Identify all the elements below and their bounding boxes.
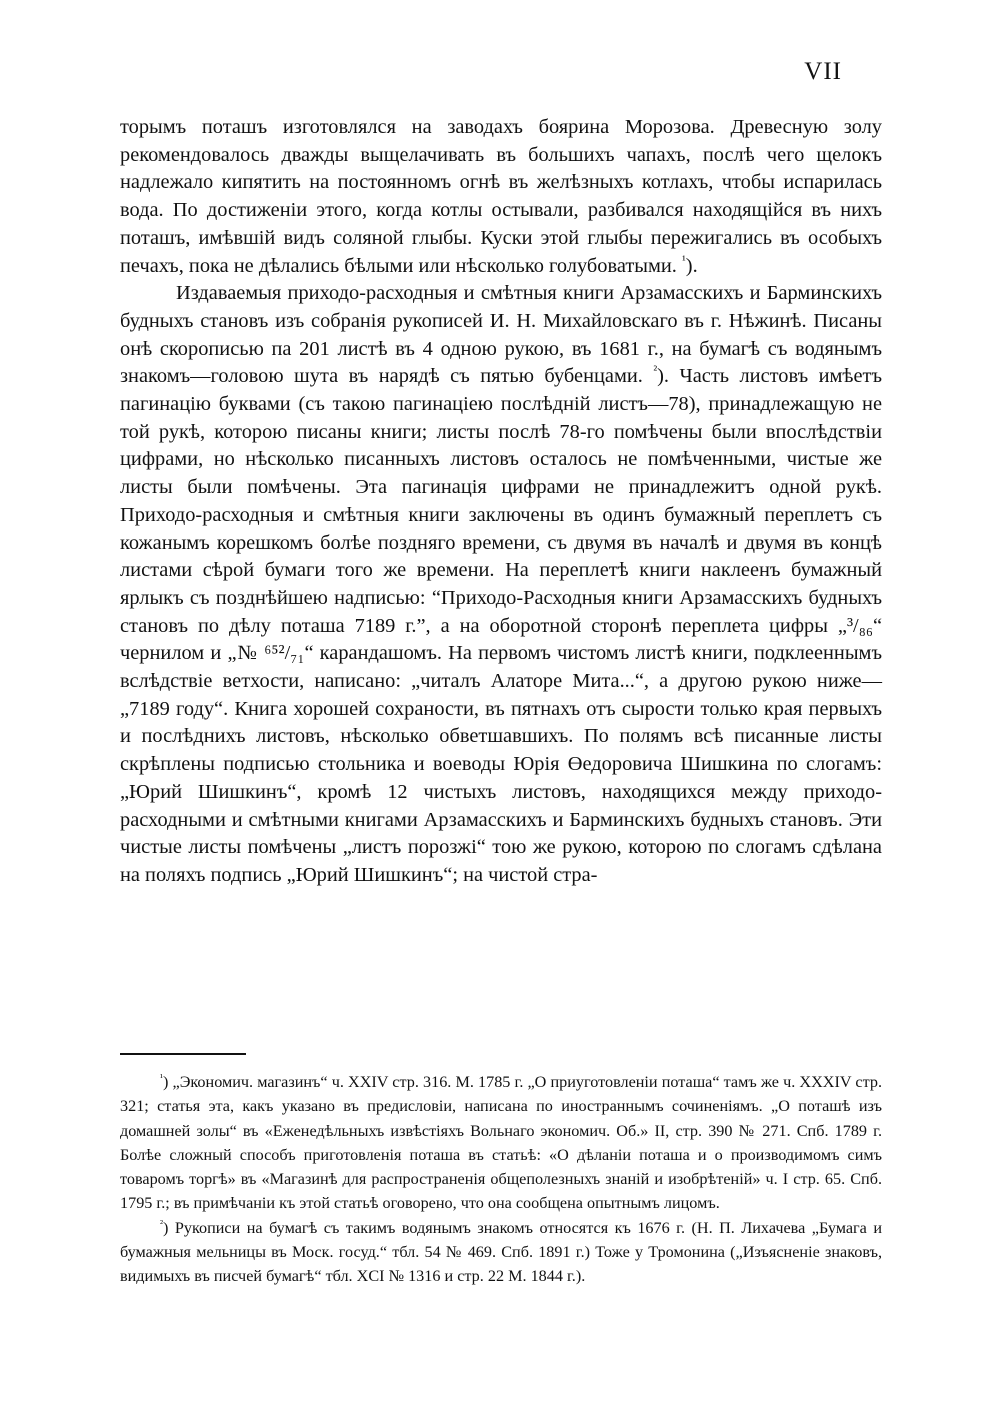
footnote [120, 1070, 882, 1216]
footnote-divider [120, 1053, 246, 1055]
footnote-reference: ¹ [682, 252, 686, 267]
body-paragraph [120, 114, 882, 280]
fraction: ³/₈₆ [846, 614, 873, 637]
paragraph-text: Издаваемыя приходо-расходныя и смѣтныя книги Арзамасскихъ и Барминскихъ будныхъ становъ изъ собранія рукописей И. Н. Михайловскаго въ г. Нѣжинѣ. Писаны онѣ скорописью па 201 листѣ въ 4 одною рукою, въ 1681 г., на бумагѣ съ водянымъ знакомъ—головою шута въ нарядѣ съ пятью бубенцами. [120, 282, 882, 388]
footnote-text: ) „Экономич. магазинъ“ ч. XXIV стр. 316. М. 1785 г. „О приуготовленіи поташа“ тамъ же ч. XXXIV стр. 321; статья эта, какъ указано въ предисловіи, написана по иностраннымъ сочиненіямъ. „О поташѣ изъ домашней золы“ въ «Еженедѣльныхъ извѣстіяхъ Вольнаго экономич. Об.» II, стр. 390 № 271. Спб. 1789 г. Болѣе сложный способъ приготовленія поташа въ статьѣ: «О дѣланіи поташа и о производимомъ симъ товаромъ торгѣ» въ «Магазинѣ для распространенія общеполезныхъ знаній и изобрѣтеній» ч. I стр. 65. Спб. 1795 г.; въ примѣчаніи къ этой статьѣ оговорено, что она сообщена опытнымъ лицомъ. [120, 1073, 882, 1213]
page-number: VII [804, 58, 842, 85]
paragraph-text-tail: ). [685, 254, 698, 277]
paragraph-text: “ чернилом и „№ [120, 614, 882, 665]
paragraph-text: “ карандашомъ. На первомъ чистомъ листѣ книги, подклееннымъ вслѣдствіе ветхости, написано: „читалъ Алаторе Мита...“, а другою рукою ниже—„7189 году“. Книга хорошей сохраности, въ пятнахъ отъ сырости только края первыхъ и послѣднихъ листовъ, нѣсколько обветшавшихъ. По полямъ всѣ писанные листы скрѣплены подписью стольника и воеводы Юрія Өедоровича Шишкина по слогамъ: „Юрий Шишкинъ“, кромѣ 12 чистыхъ листовъ, находящихся между приходо-расходными и смѣтными книгами Арзамасскихъ и Барминскихъ будныхъ становъ. Эти чистые листы помѣчены „листъ порозжі“ тою же рукою, которою по слогамъ сдѣлана на поляхъ подпись „Юрий Шишкинъ“; на чистой стра- [120, 642, 882, 886]
footnotes [120, 1070, 882, 1289]
fraction: ⁶⁵²/₇₁ [264, 642, 305, 665]
footnote-reference: ² [653, 363, 658, 378]
footnote [120, 1216, 882, 1289]
body-paragraph [120, 280, 882, 889]
paragraph-text: ). Часть листовъ имѣетъ пагинацію буквами (съ такою пагинацiею послѣдній листъ—78), принадлежащую не той рукѣ, которою писаны книги; листы послѣ 78-го помѣчены были впослѣдствіи цифрами, но нѣсколько писанныхъ листовъ осталось не помѣченными, чистые же листы были помѣчены. Эта пагинація цифрами не принадлежитъ одной рукѣ. Приходо-расходныя и смѣтныя книги заключены въ одинъ бумажный переплетъ съ кожанымъ корешкомъ болѣе поздняго времени, съ двумя въ началѣ и двумя въ концѣ листами сѣрой бумаги того же времени. На переплетѣ книги наклеенъ бумажный ярлыкъ съ позднѣйшею надписью: “Приходо-Расходныя книги Арзамасскихъ будныхъ становъ по дѣлу поташа 7189 г.”, а на оборотной сторонѣ переплета цифры „ [120, 365, 882, 637]
paragraph-text: торымъ поташъ изготовлялся на заводахъ боярина Морозова. Древесную золу рекомендовалось дважды выщелачивать въ большихъ чапахъ, послѣ чего щелокъ надлежало кипятить на постоянномъ огнѣ въ желѣзныхъ котлахъ, чтобы испарилась вода. По достиженіи этого, когда котлы остывали, разбивался находящійся въ нихъ поташъ, имѣвшій видъ соляной глыбы. Куски этой глыбы пережигались въ особыхъ печахъ, пока не дѣлались бѣлыми или нѣсколько голубоватыми. [120, 116, 882, 277]
main-text [120, 114, 882, 890]
footnote-text: ) Рукописи на бумагѣ съ такимъ водянымъ знакомъ относятся къ 1676 г. (Н. П. Лихачева „Бумага и бумажныя мельницы въ Моск. госуд.“ тбл. 54 № 469. Спб. 1891 г.) Тоже у Тромонина („Изъясненіе знаковъ, видимыхъ въ писчей бумагѣ“ тбл. XCI № 1316 и стр. 22 М. 1844 г.). [120, 1218, 882, 1286]
footnote-marker: ¹ [160, 1072, 164, 1084]
footnote-marker: ² [160, 1218, 164, 1230]
